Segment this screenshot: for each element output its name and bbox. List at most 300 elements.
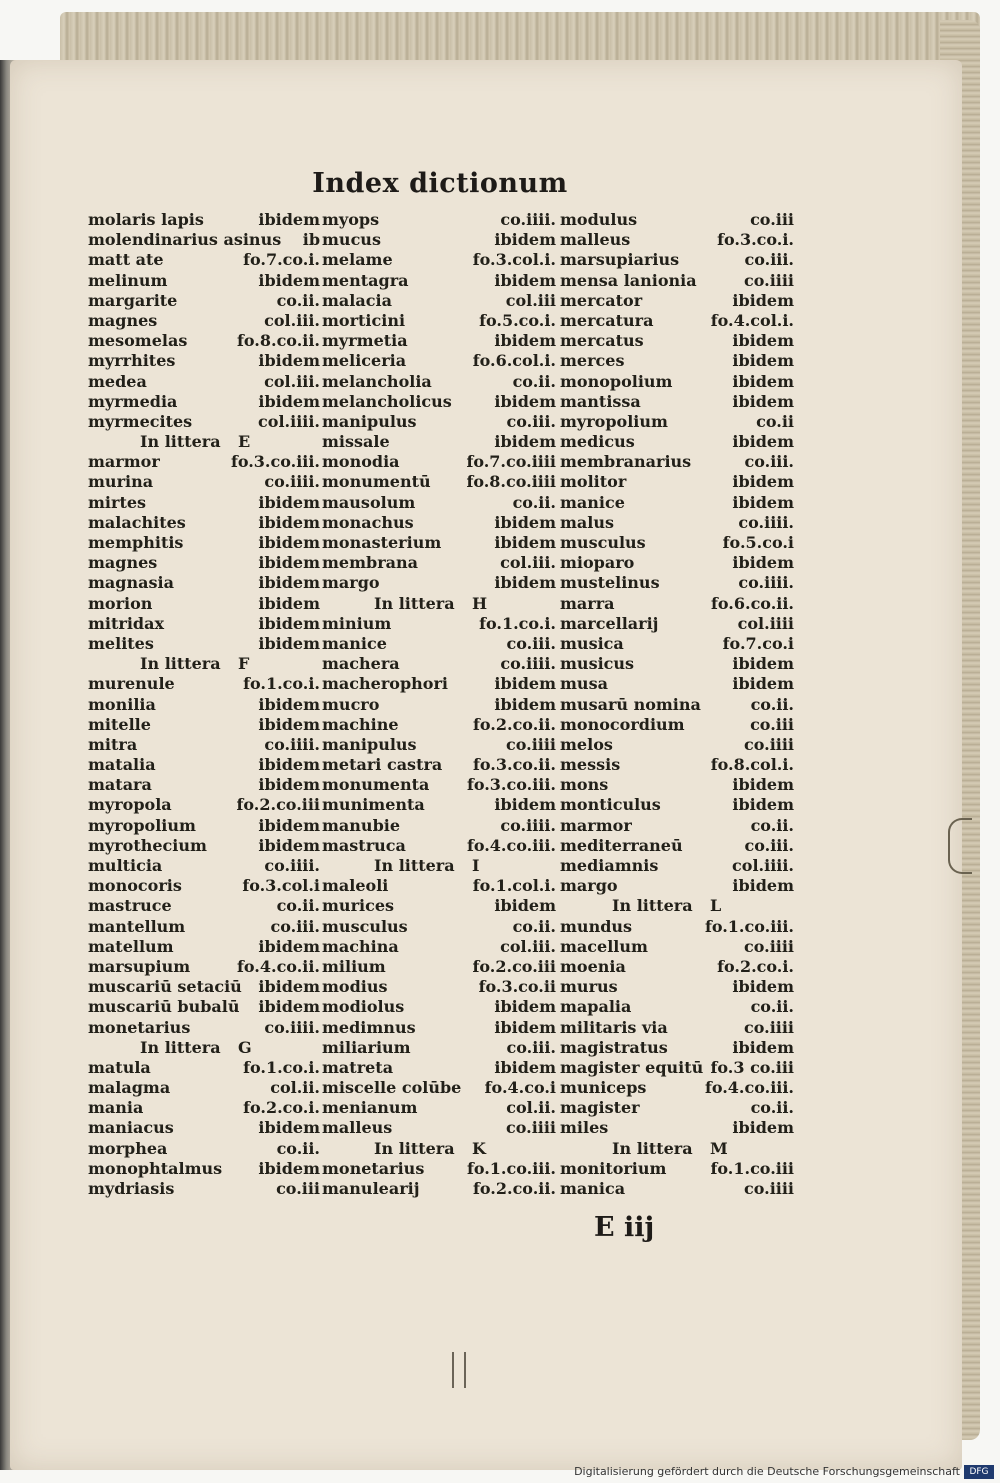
entry-reference: col.iii. <box>264 310 320 330</box>
entry-reference: ibidem <box>494 512 556 532</box>
letter-heading-letter: H <box>472 593 488 613</box>
entry-word: mastruca <box>322 835 406 855</box>
entry-reference: fo.1.co.i. <box>243 674 320 694</box>
entry-word: mantellum <box>88 916 186 936</box>
entry-word: malleus <box>322 1118 393 1138</box>
entry-word: monitorium <box>560 1158 667 1178</box>
entry-reference: ibidem <box>494 997 556 1017</box>
entry-reference: co.iii. <box>744 452 794 472</box>
index-entry <box>560 816 794 836</box>
letter-heading-letter: K <box>472 1138 486 1158</box>
entry-word: marcellarij <box>560 613 659 633</box>
entry-reference: ibidem <box>258 1118 320 1138</box>
index-entry <box>88 1159 320 1179</box>
entry-reference: co.iiii. <box>500 815 556 835</box>
entry-reference: ibidem <box>494 331 556 351</box>
entry-word: mantissa <box>560 391 641 411</box>
index-entry <box>560 1098 794 1118</box>
index-entry <box>322 1038 556 1058</box>
entry-word: mons <box>560 775 609 795</box>
letter-heading-label: In littera <box>612 1138 693 1158</box>
entry-word: monilia <box>88 694 156 714</box>
entry-word: matula <box>88 1057 151 1077</box>
entry-word: medea <box>88 371 147 391</box>
entry-reference: fo.4.col.i. <box>710 310 794 330</box>
index-entry <box>88 311 320 331</box>
index-entry <box>560 573 794 593</box>
entry-word: monetarius <box>322 1158 425 1178</box>
index-entry <box>322 937 556 957</box>
entry-reference: fo.3.co.ii <box>478 977 556 997</box>
entry-word: modiolus <box>322 997 405 1017</box>
entry-word: mercatus <box>560 331 644 351</box>
entry-word: mitridax <box>88 613 164 633</box>
entry-word: myrmecites <box>88 411 193 431</box>
letter-heading-letter: G <box>238 1037 252 1057</box>
index-entry <box>560 553 794 573</box>
entry-word: matalia <box>88 755 156 775</box>
index-entry <box>560 331 794 351</box>
index-entry <box>88 351 320 371</box>
entry-word: mercatura <box>560 310 654 330</box>
index-entry <box>322 271 556 291</box>
entry-reference: fo.2.co.ii. <box>473 714 556 734</box>
index-entry <box>322 250 556 270</box>
entry-reference: col.iiii <box>737 613 794 633</box>
entry-word: molitor <box>560 472 627 492</box>
entry-reference: co.iii. <box>270 916 320 936</box>
index-entry <box>560 1038 794 1058</box>
index-entry <box>322 230 556 250</box>
entry-reference: ibidem <box>494 391 556 411</box>
entry-reference: co.iiii. <box>264 1017 320 1037</box>
entry-word: murices <box>322 896 394 916</box>
entry-word: mucro <box>322 694 380 714</box>
entry-reference: fo.3.co.iii. <box>230 452 320 472</box>
entry-word: manipulus <box>322 734 417 754</box>
index-entry <box>88 392 320 412</box>
index-entry <box>88 472 320 492</box>
entry-word: magister equitū <box>560 1057 704 1077</box>
index-column-3 <box>560 210 794 1199</box>
index-entry <box>88 775 320 795</box>
index-entry <box>322 836 556 856</box>
entry-reference: ibidem <box>494 1017 556 1037</box>
index-letter-heading <box>560 1139 794 1159</box>
entry-word: margo <box>322 573 380 593</box>
entry-reference: ibidem <box>732 1118 794 1138</box>
index-entry <box>560 997 794 1017</box>
entry-reference: ibidem <box>732 775 794 795</box>
index-entry <box>560 937 794 957</box>
index-entry <box>560 513 794 533</box>
entry-word: modius <box>322 977 388 997</box>
index-entry <box>560 1058 794 1078</box>
entry-word: monasterium <box>322 533 442 552</box>
entry-reference: ibidem <box>494 896 556 916</box>
index-entry <box>322 493 556 513</box>
entry-reference: co.iii. <box>744 250 794 270</box>
index-entry <box>560 775 794 795</box>
entry-reference: ibidem <box>258 977 320 997</box>
entry-reference: ibidem <box>258 351 320 371</box>
index-entry <box>88 876 320 896</box>
entry-reference: fo.4.co.iii. <box>466 835 556 855</box>
index-entry <box>322 1118 556 1138</box>
index-entry <box>88 1058 320 1078</box>
entry-word: machera <box>322 654 400 674</box>
index-entry <box>322 634 556 654</box>
index-entry <box>322 351 556 371</box>
entry-word: musa <box>560 674 608 694</box>
entry-word: musicus <box>560 654 635 674</box>
index-entry <box>560 695 794 715</box>
index-entry <box>322 1179 556 1199</box>
index-entry <box>88 755 320 775</box>
entry-word: mitra <box>88 734 138 754</box>
entry-word: municeps <box>560 1078 647 1098</box>
entry-reference: ibidem <box>732 977 794 997</box>
index-entry <box>88 372 320 392</box>
index-entry <box>88 634 320 654</box>
entry-reference: fo.1.co.i. <box>479 613 556 633</box>
index-entry <box>88 493 320 513</box>
index-entry <box>560 634 794 654</box>
index-entry <box>88 816 320 836</box>
index-entry <box>322 1159 556 1179</box>
entry-word: mirtes <box>88 492 147 512</box>
entry-word: messis <box>560 755 621 775</box>
entry-word: multicia <box>88 856 163 875</box>
entry-word: musculus <box>560 533 646 552</box>
entry-word: myropolium <box>88 815 196 835</box>
entry-reference: ibidem <box>258 835 320 855</box>
entry-word: mitelle <box>88 714 151 734</box>
entry-word: murina <box>88 472 154 492</box>
entry-word: menianum <box>322 1098 418 1118</box>
index-entry <box>560 1118 794 1138</box>
entry-reference: co.ii. <box>512 492 556 512</box>
index-entry <box>88 917 320 937</box>
index-entry <box>88 795 320 815</box>
index-entry <box>322 755 556 775</box>
index-entry <box>88 1118 320 1138</box>
letter-heading-label: In littera <box>374 856 455 875</box>
entry-reference: fo.2.co.i. <box>717 956 794 976</box>
entry-reference: co.ii. <box>750 997 794 1017</box>
index-entry <box>560 472 794 492</box>
index-letter-heading <box>322 594 556 614</box>
index-entry <box>88 412 320 432</box>
entry-reference: co.ii. <box>750 1098 794 1118</box>
index-entry <box>88 836 320 856</box>
entry-reference: col.iiii. <box>732 856 794 875</box>
entry-word: magnes <box>88 553 158 573</box>
index-entry <box>322 553 556 573</box>
index-entry <box>88 957 320 977</box>
entry-word: modulus <box>560 210 638 229</box>
index-entry <box>322 311 556 331</box>
entry-word: myrmedia <box>88 391 178 411</box>
index-entry <box>322 372 556 392</box>
index-entry <box>560 876 794 896</box>
index-entry <box>322 291 556 311</box>
entry-word: monetarius <box>88 1017 191 1037</box>
index-entry <box>560 1159 794 1179</box>
entry-word: margarite <box>88 290 178 310</box>
entry-word: myrrhites <box>88 351 176 371</box>
index-entry <box>88 210 320 230</box>
entry-reference: fo.3.col.i. <box>472 250 556 270</box>
entry-reference: ibidem <box>258 1158 320 1178</box>
entry-word: mediterraneū <box>560 835 683 855</box>
entry-reference: fo.7.co.iiii <box>466 452 556 472</box>
entry-word: malacia <box>322 290 392 310</box>
index-entry <box>560 1179 794 1199</box>
entry-word: minium <box>322 613 392 633</box>
entry-word: magnasia <box>88 573 174 593</box>
index-entry <box>322 533 556 553</box>
index-entry <box>560 1018 794 1038</box>
entry-reference: ibidem <box>732 472 794 492</box>
index-entry <box>560 735 794 755</box>
index-entry <box>322 1018 556 1038</box>
index-entry <box>322 997 556 1017</box>
index-entry <box>560 674 794 694</box>
index-letter-heading <box>88 654 320 674</box>
index-entry <box>322 452 556 472</box>
entry-reference: ibidem <box>494 432 556 452</box>
index-letter-heading <box>322 1139 556 1159</box>
entry-word: morticini <box>322 310 406 330</box>
index-entry <box>322 896 556 916</box>
entry-reference: fo.6.co.ii. <box>711 593 794 613</box>
entry-reference: co.ii. <box>750 815 794 835</box>
entry-reference: ibidem <box>732 391 794 411</box>
entry-word: medimnus <box>322 1017 416 1037</box>
entry-word: miles <box>560 1118 609 1138</box>
index-entry <box>88 573 320 593</box>
index-entry <box>88 715 320 735</box>
entry-word: manubie <box>322 815 401 835</box>
entry-reference: ibidem <box>732 876 794 896</box>
entry-reference: co.ii. <box>276 1138 320 1158</box>
page-title: Index dictionum <box>312 168 568 199</box>
entry-word: mediamnis <box>560 856 659 875</box>
entry-word: monocordium <box>560 714 685 734</box>
page-clip <box>948 818 972 874</box>
entry-reference: ibidem <box>494 270 556 290</box>
entry-word: melancholia <box>322 371 432 391</box>
entry-reference: col.iiii. <box>258 411 320 431</box>
entry-word: moenia <box>560 956 626 976</box>
index-entry <box>322 513 556 533</box>
entry-reference: co.iiii <box>743 734 794 754</box>
letter-heading-label: In littera <box>612 896 693 916</box>
entry-reference: ibidem <box>732 432 794 452</box>
entry-word: marra <box>560 593 615 613</box>
entry-word: magister <box>560 1098 640 1118</box>
index-entry <box>560 271 794 291</box>
index-entry <box>88 614 320 634</box>
index-entry <box>560 654 794 674</box>
entry-word: marsupiarius <box>560 250 680 270</box>
entry-reference: co.iiii <box>743 936 794 956</box>
entry-word: musica <box>560 633 624 653</box>
index-entry <box>560 836 794 856</box>
index-entry <box>88 331 320 351</box>
letter-heading-label: In littera <box>374 593 455 613</box>
entry-word: murus <box>560 977 618 997</box>
entry-word: malachites <box>88 512 186 532</box>
entry-reference: ibidem <box>258 936 320 956</box>
entry-reference: fo.7.co.i. <box>243 250 320 270</box>
entry-word: mentagra <box>322 270 409 290</box>
entry-word: musculus <box>322 916 408 936</box>
index-entry <box>88 1098 320 1118</box>
index-entry <box>322 392 556 412</box>
entry-word: myropolium <box>560 411 668 431</box>
dfg-logo: DFG <box>964 1465 994 1479</box>
entry-reference: co.iiii. <box>500 654 556 674</box>
entry-reference: ibidem <box>494 674 556 694</box>
entry-reference: ibidem <box>258 714 320 734</box>
entry-word: monticulus <box>560 795 661 815</box>
entry-word: malus <box>560 512 615 532</box>
entry-word: muscariū setaciū <box>88 977 242 997</box>
signature-mark: E iij <box>594 1212 655 1243</box>
index-entry <box>88 250 320 270</box>
index-entry <box>560 614 794 634</box>
entry-word: militaris via <box>560 1017 668 1037</box>
entry-reference: col.iii <box>505 290 556 310</box>
entry-reference: fo.6.col.i. <box>472 351 556 371</box>
letter-heading-letter: F <box>238 654 250 674</box>
entry-word: macellum <box>560 936 648 956</box>
entry-word: meliceria <box>322 351 407 371</box>
index-entry <box>560 1078 794 1098</box>
entry-word: melinum <box>88 270 168 290</box>
entry-reference: ibidem <box>732 553 794 573</box>
index-letter-heading <box>88 432 320 452</box>
index-entry <box>560 493 794 513</box>
entry-word: mausolum <box>322 492 416 512</box>
entry-reference: co.ii. <box>276 290 320 310</box>
index-entry <box>560 432 794 452</box>
entry-word: murenule <box>88 674 175 694</box>
entry-reference: ibidem <box>732 371 794 391</box>
entry-reference: fo.4.co.ii. <box>237 956 320 976</box>
entry-word: myrmetia <box>322 331 408 351</box>
entry-word: miscelle colūbe <box>322 1078 462 1098</box>
entry-word: matreta <box>322 1057 394 1077</box>
entry-reference: co.ii. <box>276 896 320 916</box>
entry-reference: co.iiii. <box>500 210 556 229</box>
index-entry <box>88 513 320 533</box>
entry-reference: co.iiii <box>743 1179 794 1198</box>
entry-reference: ibidem <box>494 694 556 714</box>
index-letter-heading <box>322 856 556 876</box>
entry-reference: ibidem <box>732 351 794 371</box>
index-entry <box>322 674 556 694</box>
entry-reference: fo.4.co.iii. <box>704 1078 794 1098</box>
entry-reference: fo.1.co.iii. <box>466 1158 556 1178</box>
entry-reference: ibidem <box>732 654 794 674</box>
entry-reference: co.ii <box>756 411 794 431</box>
entry-reference: ibidem <box>732 492 794 512</box>
index-entry <box>560 977 794 997</box>
index-entry <box>88 533 320 553</box>
entry-word: monachus <box>322 512 414 532</box>
entry-word: manipulus <box>322 411 417 431</box>
entry-word: miliarium <box>322 1037 411 1057</box>
index-entry <box>322 977 556 997</box>
entry-reference: co.ii. <box>750 694 794 714</box>
entry-word: milium <box>322 956 386 976</box>
index-letter-heading <box>88 1038 320 1058</box>
index-entry <box>322 432 556 452</box>
entry-word: metari castra <box>322 755 443 775</box>
letter-heading-letter: M <box>710 1138 728 1158</box>
entry-word: monophtalmus <box>88 1158 223 1178</box>
entry-word: monocoris <box>88 876 182 896</box>
index-entry <box>88 896 320 916</box>
index-entry <box>322 1098 556 1118</box>
index-entry <box>560 250 794 270</box>
entry-word: melos <box>560 734 613 754</box>
index-entry <box>560 755 794 775</box>
entry-reference: ibidem <box>732 795 794 815</box>
entry-reference: col.iii. <box>264 371 320 391</box>
entry-reference: co.iii. <box>506 411 556 431</box>
entry-reference: co.iii. <box>506 1037 556 1057</box>
entry-reference: ibidem <box>494 1057 556 1077</box>
index-entry <box>322 654 556 674</box>
entry-reference: ibidem <box>258 613 320 633</box>
entry-reference: ibidem <box>732 1037 794 1057</box>
entry-reference: ibidem <box>258 210 320 229</box>
entry-word: matara <box>88 775 152 795</box>
index-entry <box>322 957 556 977</box>
entry-word: morion <box>88 593 153 613</box>
index-entry <box>88 937 320 957</box>
entry-reference: fo.3.co.ii. <box>473 755 556 775</box>
letter-heading-letter: L <box>710 896 722 916</box>
entry-reference: ibidem <box>258 533 320 552</box>
letter-heading-label: In littera <box>374 1138 455 1158</box>
index-entry <box>560 230 794 250</box>
entry-reference: ibidem <box>258 694 320 714</box>
entry-word: matellum <box>88 936 174 956</box>
entry-reference: co.iiii. <box>264 472 320 492</box>
index-entry <box>560 795 794 815</box>
entry-word: manice <box>560 492 625 512</box>
entry-word: muscariū bubalū <box>88 997 240 1017</box>
index-entry <box>322 876 556 896</box>
entry-reference: ibidem <box>258 815 320 835</box>
entry-word: musarū nomina <box>560 694 701 714</box>
entry-reference: ibidem <box>258 553 320 573</box>
entry-word: mania <box>88 1098 144 1118</box>
entry-word: munimenta <box>322 795 425 815</box>
index-entry <box>322 573 556 593</box>
entry-word: machine <box>322 714 399 734</box>
entry-reference: ibidem <box>258 492 320 512</box>
entry-reference: co.iiii <box>743 1017 794 1037</box>
entry-word: magnes <box>88 310 158 330</box>
entry-reference: co.iiii <box>505 1118 556 1138</box>
entry-reference: col.iii. <box>500 936 556 956</box>
